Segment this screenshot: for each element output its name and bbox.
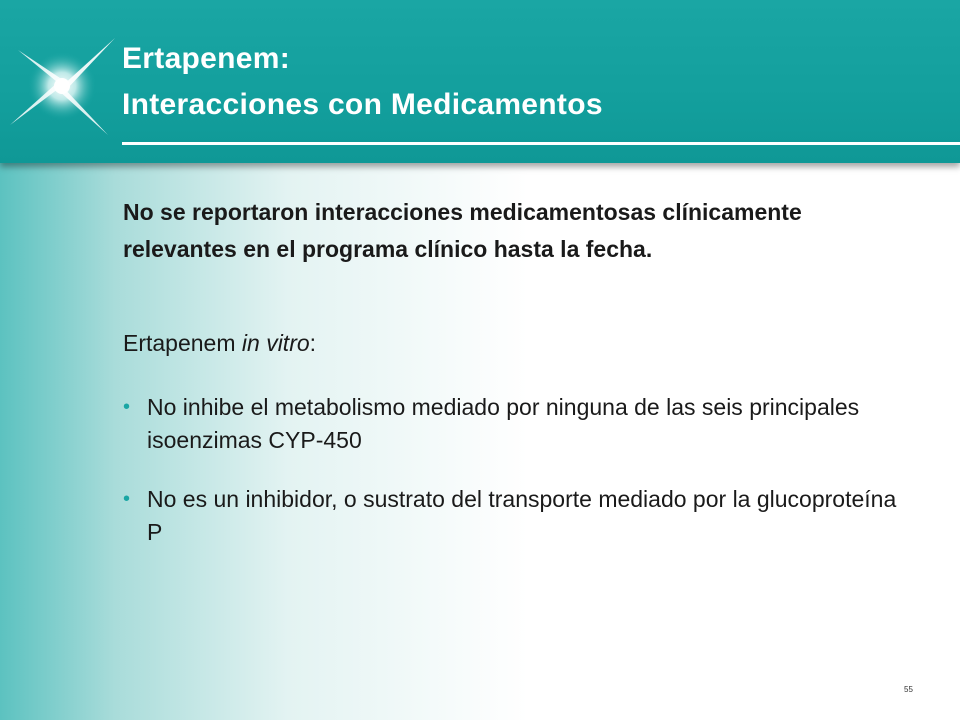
page-number: 55 (904, 685, 913, 694)
subheading-text: Ertapenem (123, 330, 242, 356)
title-underline (122, 142, 960, 145)
lead-statement: No se reportaron interacciones medicamentosas clínicamente relevantes en el programa clínico hasta la fecha. (123, 199, 802, 262)
subheading-italic: in vitro (241, 330, 310, 356)
bullet-text: No inhibe el metabolismo mediado por ninguna de las seis principales isoenzimas CYP-450 (147, 394, 860, 453)
bullet-dot-icon: • (123, 488, 131, 510)
bullet-item (123, 483, 903, 549)
subheading (123, 330, 316, 357)
slide-title-line-2: Interacciones con Medicamentos (122, 88, 603, 121)
bullet-text: No es un inhibidor, o sustrato del transporte mediado por la glucoproteína P (147, 486, 897, 545)
bullet-item (123, 391, 903, 457)
title-banner (0, 0, 960, 163)
slide-title-line-1: Ertapenem: (122, 42, 291, 75)
bullet-dot-icon: • (123, 396, 131, 418)
subheading-colon: : (309, 330, 317, 356)
sparkle-star-icon (0, 0, 140, 163)
